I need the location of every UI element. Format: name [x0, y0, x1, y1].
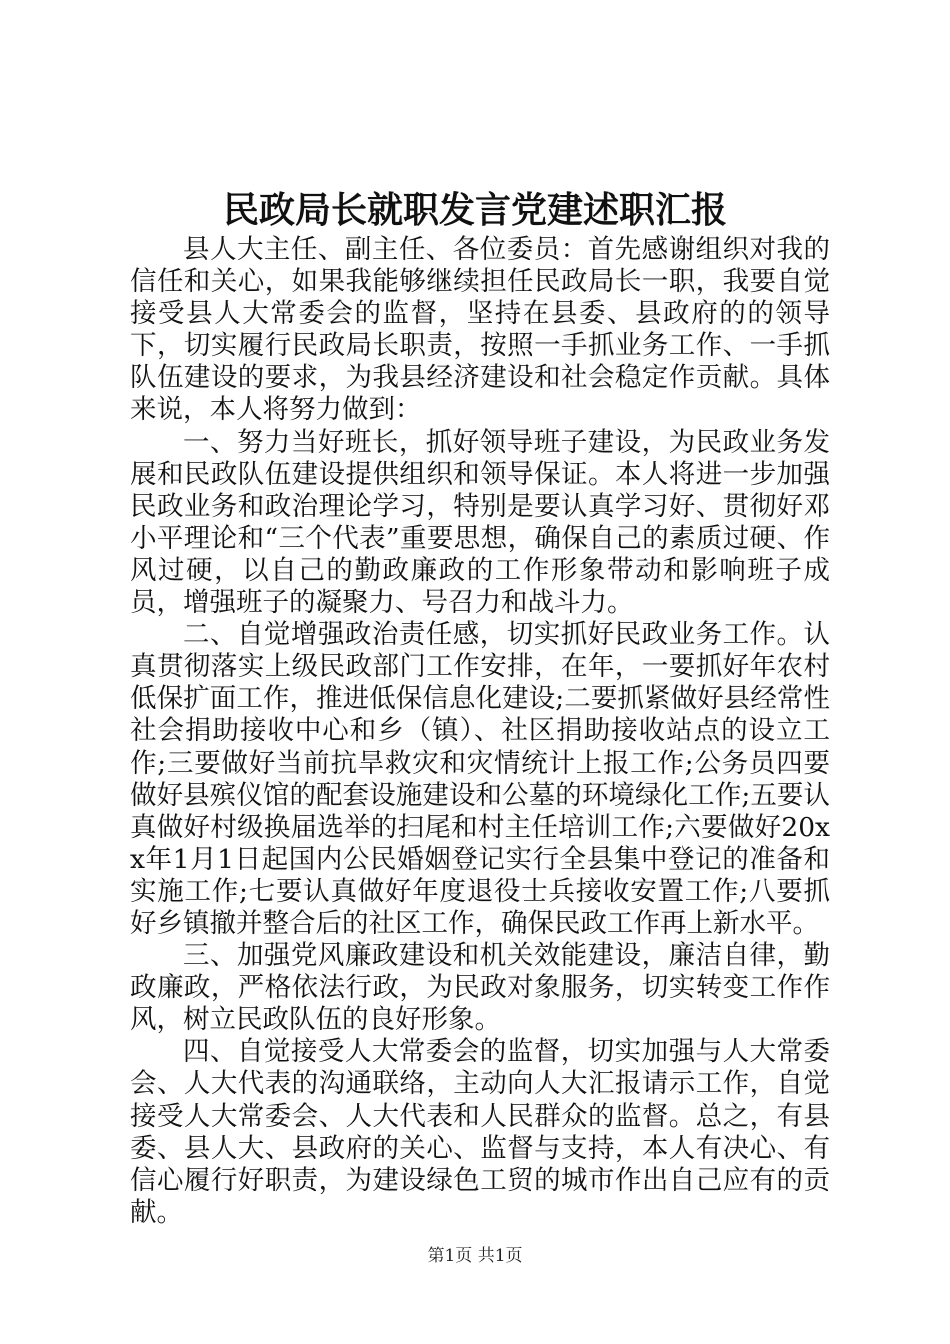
- document-title: 民政局长就职发言党建述职汇报: [222, 189, 727, 231]
- document-body: [130, 234, 830, 1229]
- paragraph-intro: 县人大主任、副主任、各位委员：首先感谢组织对我的信任和关心，如果我能够继续担任民政局长一职，我要自觉接受县人大常委会的监督，坚持在县委、县政府的的领导下，切实履行民政局长职责，按照一手抓业务工作、一手抓队伍建设的要求，为我县经济建设和社会稳定作贡献。具体来说，本人将努力做到：: [130, 234, 830, 426]
- paragraph-point-3: 三、加强党风廉政建设和机关效能建设，廉洁自律，勤政廉政，严格依法行政，为民政对象服务，切实转变工作作风，树立民政队伍的良好形象。: [130, 940, 830, 1036]
- page-footer: 第1页 共1页: [427, 1246, 523, 1266]
- paragraph-point-4: 四、自觉接受人大常委会的监督，切实加强与人大常委会、人大代表的沟通联络，主动向人大汇报请示工作，自觉接受人大常委会、人大代表和人民群众的监督。总之，有县委、县人大、县政府的关心、监督与支持，本人有决心、有信心履行好职责，为建设绿色工贸的城市作出自己应有的贡献。: [130, 1036, 830, 1228]
- paragraph-point-1: 一、努力当好班长，抓好领导班子建设，为民政业务发展和民政队伍建设提供组织和领导保证。本人将进一步加强民政业务和政治理论学习，特别是要认真学习好、贯彻好邓小平理论和“三个代表”重要思想，确保自己的素质过硬、作风过硬，以自己的勤政廉政的工作形象带动和影响班子成员，增强班子的凝聚力、号召力和战斗力。: [130, 426, 830, 619]
- paragraph-point-2: 二、自觉增强政治责任感，切实抓好民政业务工作。认真贯彻落实上级民政部门工作安排，在年，一要抓好年农村低保扩面工作，推进低保信息化建设;二要抓紧做好县经常性社会捐助接收中心和乡（镇）、社区捐助接收站点的设立工作;三要做好当前抗旱救灾和灾情统计上报工作;公务员四要做好县殡仪馆的配套设施建设和公墓的环境绿化工作;五要认真做好村级换届选举的扫尾和村主任培训工作;六要做好20xx年1月1日起国内公民婚姻登记实行全县集中登记的准备和实施工作;七要认真做好年度退役士兵接收安置工作;八要抓好乡镇撤并整合后的社区工作，确保民政工作再上新水平。: [130, 619, 830, 939]
